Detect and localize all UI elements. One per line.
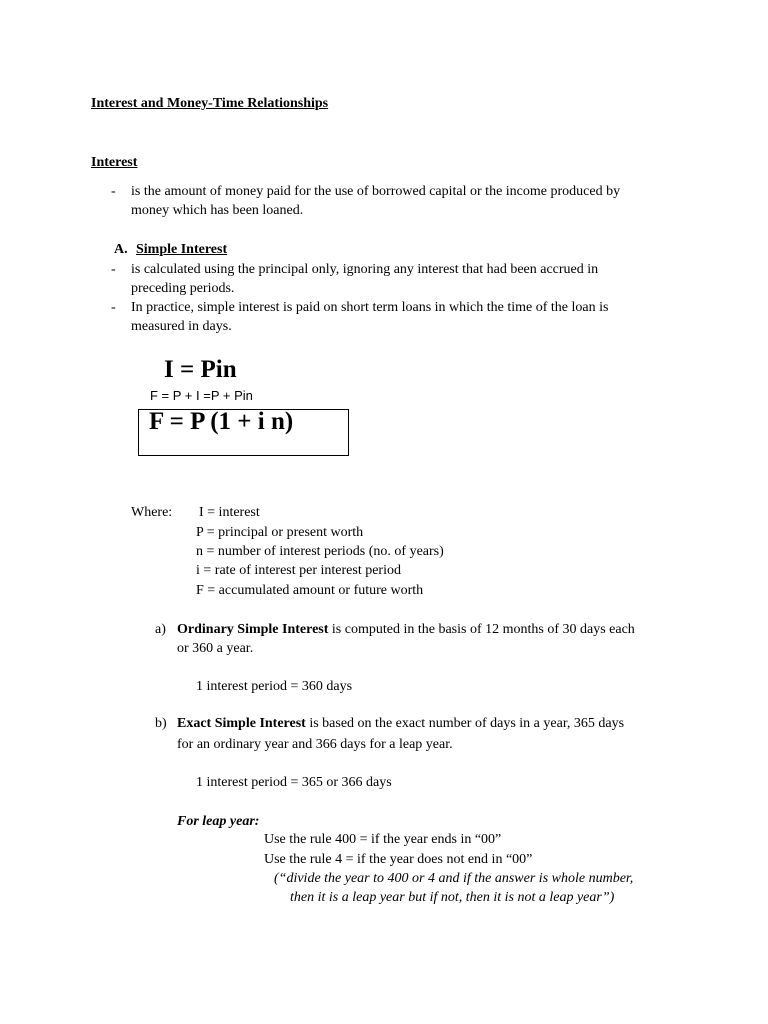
definition-line-2: money which has been loaned. [131,203,304,218]
section-heading-interest: Interest [91,155,138,170]
exact-period: 1 interest period = 365 or 366 days [196,775,392,790]
simple-bullet-1-line-1: is calculated using the principal only, ignoring any interest that had been accrued in [131,262,599,277]
where-item-interest: I = interest [199,505,260,520]
document-title: Interest and Money-Time Relationships [91,96,329,111]
list-bullet: - [111,262,116,277]
item-marker-a: a) [155,622,166,637]
simple-bullet-2-line-2: measured in days. [131,319,232,334]
section-marker-a: A. [114,242,128,257]
exact-term: Exact Simple Interest [177,716,306,731]
ordinary-line-2: or 360 a year. [177,641,254,656]
list-bullet: - [111,184,116,199]
ordinary-line-1 [177,620,635,639]
ordinary-line-1-rest: is computed in the basis of 12 months of 30 days each [328,622,635,637]
formula-future-worth: F = P (1 + i n) [149,408,294,435]
ordinary-period: 1 interest period = 360 days [196,679,353,694]
leap-year-heading: For leap year: [177,814,260,829]
simple-bullet-2-line-1: In practice, simple interest is paid on short term loans in which the time of the loan is [131,300,609,315]
formula-expansion: F = P + I =P + Pin [150,388,253,403]
ordinary-term: Ordinary Simple Interest [177,622,329,637]
leap-year-rule-400: Use the rule 400 = if the year ends in “00” [264,832,502,847]
leap-year-note-line-1: (“divide the year to 400 or 4 and if the answer is whole number, [274,871,634,886]
exact-line-1-rest: is based on the exact number of days in a year, 365 days [305,716,625,731]
where-item-rate: i = rate of interest per interest period [196,563,401,578]
item-marker-b: b) [155,716,167,731]
where-item-periods: n = number of interest periods (no. of years) [196,544,444,559]
section-heading-simple-interest: Simple Interest [136,242,228,257]
formula-interest: I = Pin [164,356,237,383]
leap-year-note-line-2: then it is a leap year but if not, then it is not a leap year”) [290,890,615,905]
exact-line-2: for an ordinary year and 366 days for a leap year. [177,737,453,752]
simple-bullet-1-line-2: preceding periods. [131,281,235,296]
leap-year-rule-4: Use the rule 4 = if the year does not end in “00” [264,852,533,867]
list-bullet: - [111,300,116,315]
where-label: Where: [131,505,173,520]
definition-line-1: is the amount of money paid for the use of borrowed capital or the income produced by [131,184,621,199]
where-item-future: F = accumulated amount or future worth [196,583,424,598]
where-item-principal: P = principal or present worth [196,525,364,540]
exact-line-1 [177,714,624,733]
